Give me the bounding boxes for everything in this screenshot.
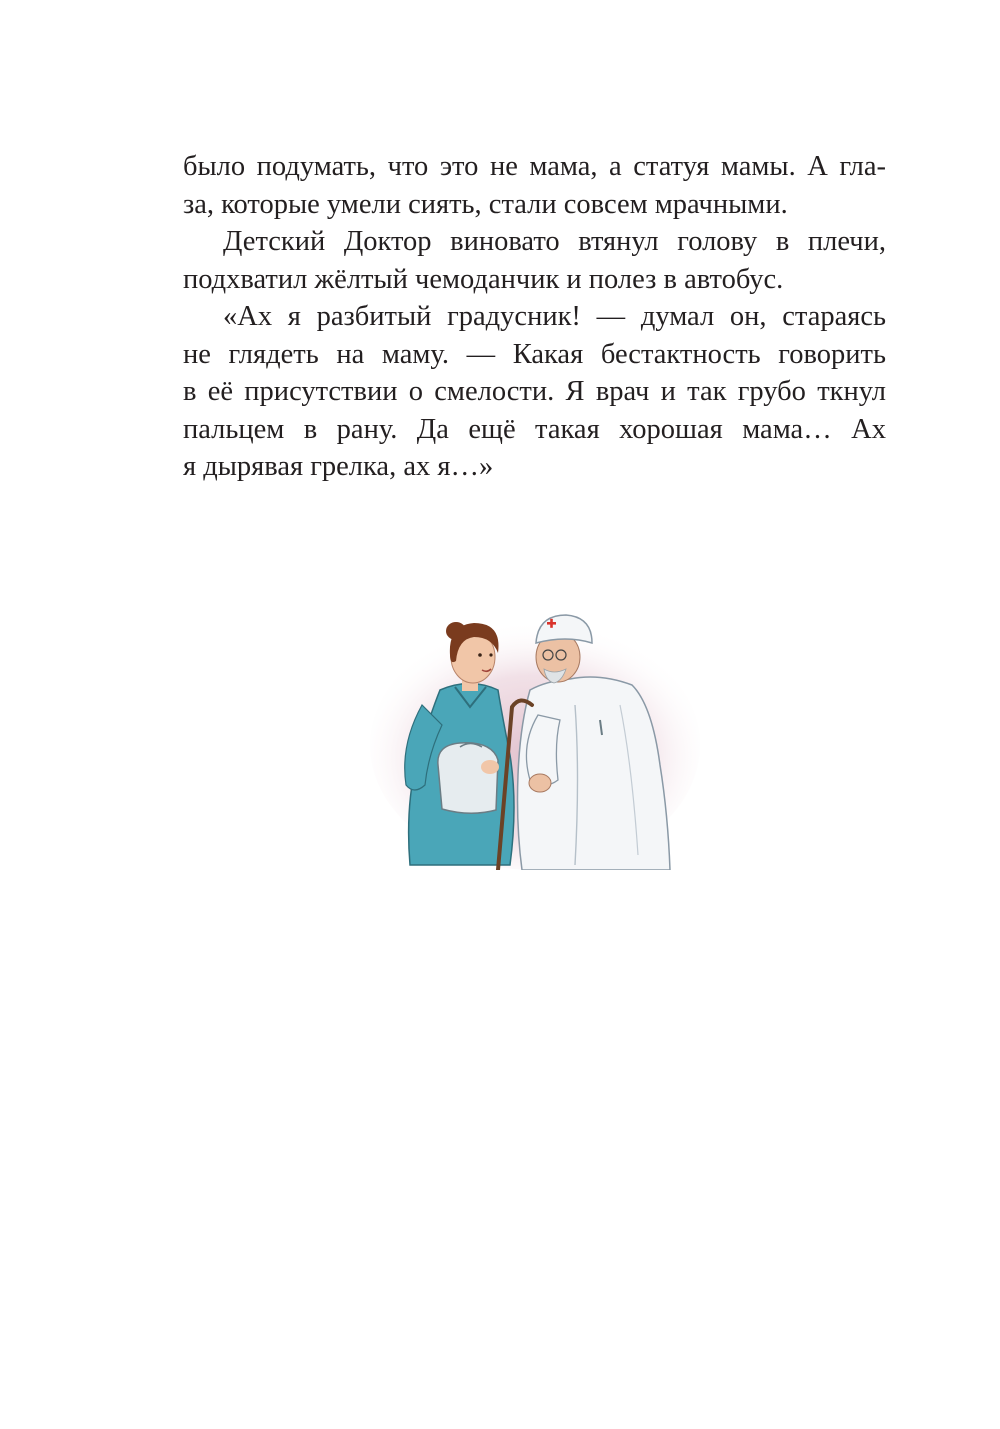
body-text xyxy=(183,148,886,486)
text-line: в её присутствии о смелости. Я врач и так грубо ткнул xyxy=(183,376,886,407)
woman-and-doctor-illustration xyxy=(370,595,700,870)
text-line: за, которые умели сиять, стали совсем мрачными. xyxy=(183,188,788,220)
doctor-hand xyxy=(529,774,551,792)
woman-hair-bun xyxy=(446,622,466,640)
text-line: пальцем в рану. Да ещё такая хорошая мама… Ах xyxy=(183,413,886,445)
text-line: я дырявая грелка, ах я…» xyxy=(183,451,494,482)
text-line: не глядеть на маму. — Какая бестактность говорить xyxy=(183,338,886,370)
paragraph-2 xyxy=(183,223,886,298)
text-line: Детский Доктор виновато втянул голову в плечи, xyxy=(223,226,886,257)
paragraph-1 xyxy=(183,148,886,223)
text-line: «Ах я разбитый градусник! — думал он, стараясь xyxy=(223,301,886,332)
woman-bag xyxy=(438,743,498,813)
paragraph-3 xyxy=(183,298,886,486)
text-line: подхватил жёлтый чемоданчик и полез в автобус. xyxy=(183,263,784,295)
text-line: было подумать, что это не мама, а статуя мамы. А гла- xyxy=(183,151,886,182)
doctor-cap xyxy=(536,615,592,643)
